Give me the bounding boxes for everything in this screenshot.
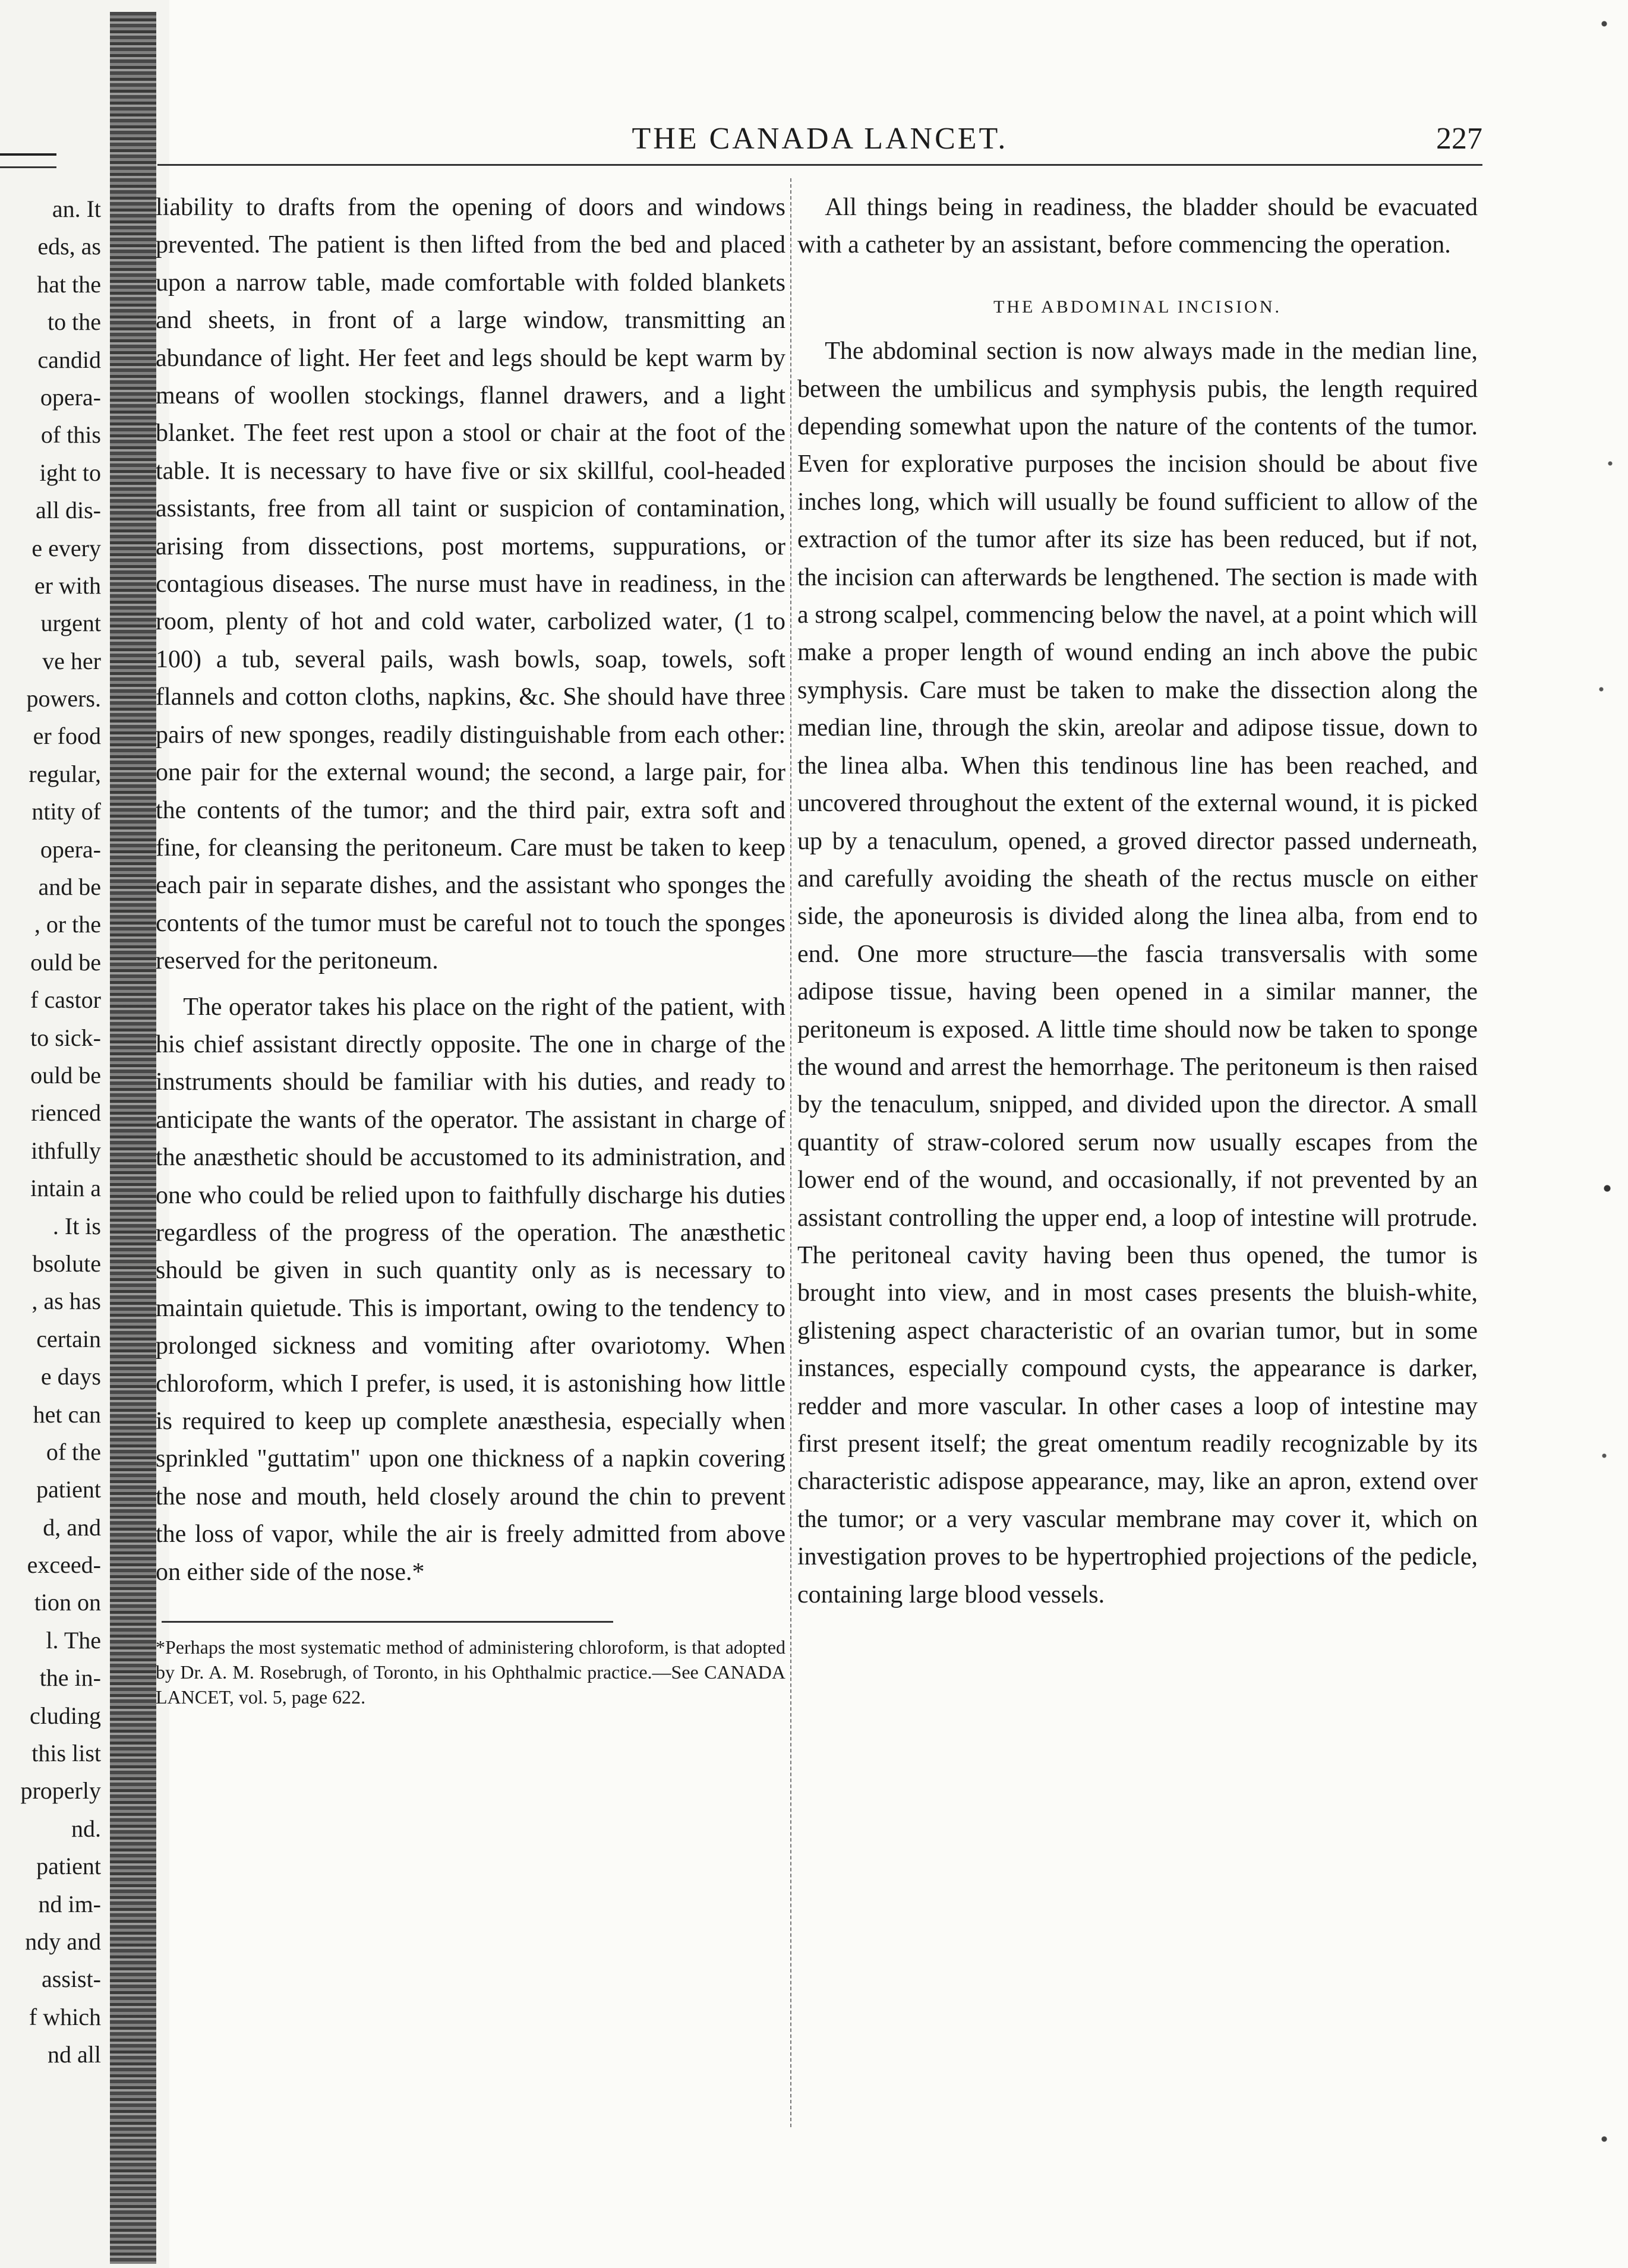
header-rule: [157, 164, 1482, 166]
facing-page-fragment: hat the: [37, 270, 101, 298]
facing-page-fragment: cluding: [30, 1702, 101, 1729]
facing-page-fragment: exceed-: [27, 1551, 101, 1579]
facing-page-fragment: all dis-: [36, 497, 101, 524]
facing-page-fragment: opera-: [40, 835, 101, 863]
facing-page-fragment: candid: [37, 346, 101, 373]
facing-page-fragment: ithfully: [31, 1137, 101, 1164]
facing-page-fragment: ndy and: [25, 1928, 101, 1955]
facing-page-fragment: d, and: [43, 1513, 101, 1541]
column-divider: [790, 178, 791, 2127]
book-binding: [110, 12, 156, 2264]
facing-page-fragment: properly: [20, 1777, 101, 1805]
footnote-rule: [162, 1621, 613, 1623]
facing-page-fragment: regular,: [29, 760, 101, 787]
facing-page-fragment: urgent: [40, 610, 101, 637]
facing-page-fragment: bsolute: [32, 1250, 101, 1277]
facing-page-fragment: certain: [36, 1325, 101, 1352]
facing-page-fragment: het can: [33, 1400, 101, 1428]
facing-page-fragment: this list: [31, 1740, 101, 1767]
facing-page-rule-2: [0, 166, 56, 168]
facing-page-fragments: [0, 190, 101, 2074]
paragraph: The abdominal section is now always made in the median line, between the umbilicus and symphysis pubis, the length required depending somewhat upon the nature of the contents of the tumor. Even for explorative purposes the incision should be about five inches long, which will usually be found sufficient to allow of the extraction of the tumor after its size has been reduced, but if not, the incision can afterwards be lengthened. The section is made with a strong scalpel, commencing below the navel, at a point which will make a proper length of wound ending an inch above the pubic symphysis. Care must be taken to make the dissection along the median line, through the skin, areolar and adipose tissue, down to the linea alba. When this tendinous line has been reached, and uncovered throughout the extent of the external wound, it is picked up by a tenaculum, opened, a groved director passed underneath, and carefully avoiding the sheath of the rectus muscle on either side, the aponeurosis is divided along the linea alba, from end to end. One more structure—the fascia transversalis with some adipose tissue, having been opened in a similar manner, the peritoneum is exposed. A little time should now be taken to sponge the wound and arrest the hemorrhage. The peritoneum is then raised by the tenaculum, snipped, and divided upon the director. A small quantity of straw-colored serum now usually escapes from the lower end of the wound, and occasionally, if not prevented by an assistant controlling the upper end, a loop of intestine will protrude. The peritoneal cavity having been thus opened, the tumor is brought into view, and in most cases presents the bluish-white, glistening aspect characteristic of an ovarian tumor, but in some instances, especially compound cysts, the appearance is darker, redder and more vascular. In other cases a loop of intestine may first present itself; the great omentum readily recognizable by its characteristic adispose appearance, may, like an apron, extend over the tumor; or a very vascular membrane may cover it, which on investigation proves to be hypertrophied projections of the pedicle, containing large blood vessels.: [797, 337, 1478, 1608]
running-title: THE CANADA LANCET.: [632, 122, 1008, 156]
facing-page-rule: [0, 153, 56, 156]
facing-page-fragment: ight to: [39, 459, 101, 486]
facing-page-fragment: nd.: [71, 1815, 101, 1842]
scan-specks: [1586, 0, 1622, 2268]
facing-page-fragment: tion on: [34, 1589, 101, 1616]
facing-page-fragment: ntity of: [31, 798, 101, 825]
facing-page-fragment: of the: [46, 1438, 101, 1465]
paragraph: The operator takes his place on the right of the patient, with his chief assistant directly opposite. The one in charge of the instruments should be familiar with his duties, and ready to anticipate the wants of the operator. The assistant in charge of the anæsthetic should be accustomed to its administration, and one who could be relied upon to faithfully discharge his duties regardless of the progress of the operation. The anæsthetic should be given in such quantity only as is necessary to maintain quietude. This is important, owing to the tendency to prolonged sickness and vomiting after ovariotomy. When chloroform, which I prefer, is used, it is astonishing how little is required to keep up complete anæsthesia, especially when sprinkled "guttatim" upon one thickness of a napkin covering the nose and mouth, held closely around the chin to prevent the loss of vapor, while the air is freely admitted from above on either side of the nose.*: [156, 993, 785, 1586]
right-column: [797, 189, 1478, 1614]
facing-page-fragment: f castor: [30, 986, 101, 1014]
page-number: 227: [1436, 122, 1482, 156]
facing-page-fragment: ould be: [30, 1061, 101, 1089]
section-heading: THE ABDOMINAL INCISION.: [993, 296, 1282, 317]
facing-page-fragment: to sick-: [30, 1024, 101, 1051]
facing-page-fragment: the in-: [39, 1664, 101, 1692]
facing-page-fragment: patient: [36, 1853, 101, 1880]
facing-page-fragment: er with: [34, 572, 101, 599]
facing-page-fragment: ve her: [42, 647, 101, 674]
facing-page-fragment: nd all: [48, 2041, 101, 2068]
facing-page-fragment: an. It: [52, 195, 101, 222]
facing-page-fragment: intain a: [30, 1175, 101, 1202]
facing-page-fragment: e days: [40, 1363, 101, 1390]
paragraph: All things being in readiness, the bladder should be evacuated with a catheter by an assistant, before commencing the operation.: [797, 194, 1478, 259]
facing-page-fragment: powers.: [26, 685, 101, 712]
page-header: [157, 113, 1482, 166]
facing-page-fragment: , or the: [34, 911, 101, 938]
facing-page-fragment: rienced: [31, 1099, 101, 1127]
facing-page-fragment: f which: [29, 2003, 101, 2030]
facing-page-fragment: er food: [33, 723, 101, 750]
left-column: [156, 189, 785, 1709]
facing-page-fragment: and be: [38, 873, 101, 901]
facing-page-fragment: , as has: [31, 1288, 101, 1315]
facing-page-fragment: opera-: [40, 383, 101, 411]
paragraph: liability to drafts from the opening of doors and windows prevented. The patient is then lifted from the bed and placed upon a narrow table, made comfortable with folded blankets and sheets, in front of a large window, transmitting an abundance of light. Her feet and legs should be kept warm by means of woollen stockings, flannel drawers, and a light blanket. The feet rest upon a stool or chair at the foot of the table. It is necessary to have five or six skillful, cool-headed assistants, free from all taint or suspicion of contamination, arising from dissections, post mortems, suppurations, or contagious diseases. The nurse must have in readiness, in the room, plenty of hot and cold water, carbolized water, (1 to 100) a tub, several pails, wash bowls, soap, towels, soft flannels and cotton cloths, napkins, &c. She should have three pairs of new sponges, readily distinguishable from each other: one pair for the external wound; the second, a large pair, for the contents of the tumor; and the third pair, extra soft and fine, for cleansing the peritoneum. Care must be taken to keep each pair in separate dishes, and the assistant who sponges the contents of the tumor must be careful not to touch the sponges reserved for the peritoneum.: [156, 194, 785, 975]
facing-page-fragment: patient: [36, 1476, 101, 1503]
footnote: *Perhaps the most systematic method of administering chloroform, is that adopted by Dr. A. M. Rosebrugh, of Toronto, in his Ophthalmic practice.—See CANADA LANCET, vol. 5, page 622.: [156, 1636, 785, 1708]
facing-page-fragment: . It is: [52, 1212, 101, 1239]
facing-page-fragment: l. The: [46, 1626, 101, 1654]
facing-page-fragment: e every: [31, 534, 101, 562]
facing-page-fragment: to the: [48, 308, 101, 336]
facing-page-fragment: of this: [40, 421, 101, 449]
facing-page-fragment: ould be: [30, 948, 101, 976]
facing-page-fragment: assist-: [42, 1966, 101, 1993]
facing-page-fragment: eds, as: [37, 233, 101, 260]
facing-page-fragment: nd im-: [38, 1890, 101, 1917]
